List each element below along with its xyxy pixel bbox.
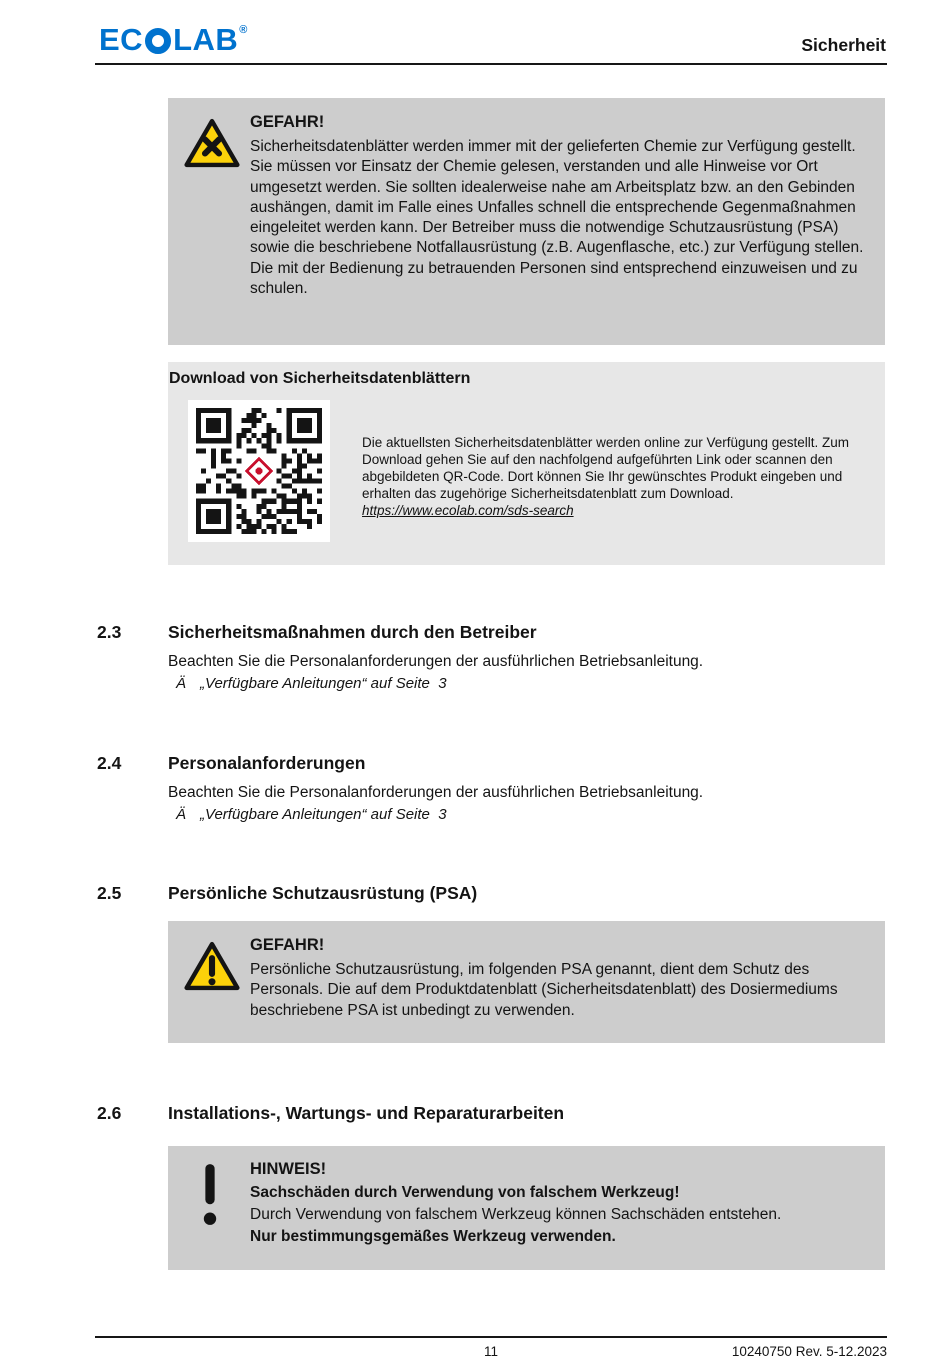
cross-reference[interactable]	[176, 806, 950, 823]
warning-triangle-exclamation-icon	[184, 941, 240, 991]
notice-box	[168, 1146, 885, 1270]
danger-body: Sicherheitsdatenblätter werden immer mit der gelieferten Chemie zur Verfügung gestellt. Sie müssen vor Einsatz der Chemie gelesen, verstanden und alle Hinweise vor Ort umgesetzt werden. Sie sollten idealerweise nahe am Arbeitsplatz bzw. an den Gebinden aushängen, damit im Falle eines Unfalles schnell die entsprechende Gegenmaßnahmen eingeleitet werden kann. Der Betreiber muss die notwendige Schutzausrüstung (PSA) sowie die beschriebene Notfallausrüstung (z.B. Augenflasche, etc.) zur Verfügung stellen. Die mit der Bedienung zu betrauenden Personen sind entsprechend einzuweisen und zu schulen.	[250, 138, 864, 298]
section-number: 2.5	[97, 883, 122, 903]
section-number: 2.4	[97, 753, 122, 773]
download-body: Die aktuellsten Sicherheitsdatenblätter werden online zur Verfügung gestellt. Zum Download gehen Sie auf den nachfolgend aufgeführten Link oder scannen den abgebildeten QR-Code. Dort können Sie Ihr gewünschtes Produkt eingeben und erhalten das zugehörige Sicherheitsdatenblatt zum Download.	[362, 435, 850, 501]
section-number: 2.3	[97, 622, 122, 642]
notice-subtitle: Sachschäden durch Verwendung von falschem Werkzeug!	[250, 1184, 680, 1201]
ecolab-logo-o-icon	[145, 28, 171, 54]
section-2-3	[0, 622, 950, 692]
section-title: Sicherheitsmaßnahmen durch den Betreiber	[168, 622, 537, 642]
cross-reference-icon: Ä	[176, 806, 187, 823]
registered-mark: ®	[239, 24, 248, 36]
footer-divider	[95, 1336, 887, 1338]
qr-code	[188, 400, 330, 542]
section-title: Installations-, Wartungs- und Reparaturarbeiten	[168, 1103, 565, 1123]
section-2-6	[0, 1103, 950, 1124]
chapter-title: Sicherheit	[801, 35, 886, 55]
ecolab-logo-lab: LAB	[173, 22, 239, 57]
section-body: Beachten Sie die Personalanforderungen der ausführlichen Betriebsanleitung.	[168, 784, 704, 801]
danger-title: GEFAHR!	[250, 113, 325, 131]
ecolab-logo-ec: EC	[99, 22, 144, 57]
section-2-4	[0, 753, 950, 823]
header-divider	[95, 63, 887, 65]
notice-emphasis: Nur bestimmungsgemäßes Werkzeug verwenden.	[250, 1228, 616, 1245]
section-body: Beachten Sie die Personalanforderungen der ausführlichen Betriebsanleitung.	[168, 653, 704, 670]
section-2-5	[0, 883, 950, 904]
notice-title: HINWEIS!	[250, 1160, 327, 1178]
download-panel	[168, 362, 885, 565]
danger-title: GEFAHR!	[250, 936, 325, 954]
download-heading: Download von Sicherheitsdatenblättern	[169, 370, 471, 387]
exclamation-icon	[199, 1162, 221, 1228]
danger-body: Persönliche Schutzausrüstung, im folgenden PSA genannt, dient dem Schutz des Personals. Die auf dem Produktdatenblatt (Sicherheitsdatenblatt) des Dosiermediums beschriebene PSA ist unbedingt zu verwenden.	[250, 961, 838, 1019]
warning-triangle-x-icon	[184, 118, 240, 168]
sds-link[interactable]: https://www.ecolab.com/sds-search	[362, 503, 574, 518]
cross-reference-text: „Verfügbare Anleitungen“ auf Seite 3	[200, 806, 447, 823]
notice-body: Durch Verwendung von falschem Werkzeug können Sachschäden entstehen.	[250, 1206, 782, 1223]
section-title: Personalanforderungen	[168, 753, 366, 773]
section-number: 2.6	[97, 1103, 122, 1123]
page-number: 11	[483, 1344, 498, 1359]
cross-reference[interactable]	[176, 675, 950, 692]
doc-reference: 10240750 Rev. 5-12.2023	[731, 1344, 887, 1359]
danger-box-psa	[168, 921, 885, 1043]
cross-reference-icon: Ä	[176, 675, 187, 692]
section-title: Persönliche Schutzausrüstung (PSA)	[168, 883, 478, 903]
qr-code-image	[196, 408, 322, 534]
danger-box-sds	[168, 98, 885, 345]
ecolab-logo	[99, 22, 248, 58]
cross-reference-text: „Verfügbare Anleitungen“ auf Seite 3	[200, 675, 447, 692]
download-body-block	[362, 434, 880, 519]
